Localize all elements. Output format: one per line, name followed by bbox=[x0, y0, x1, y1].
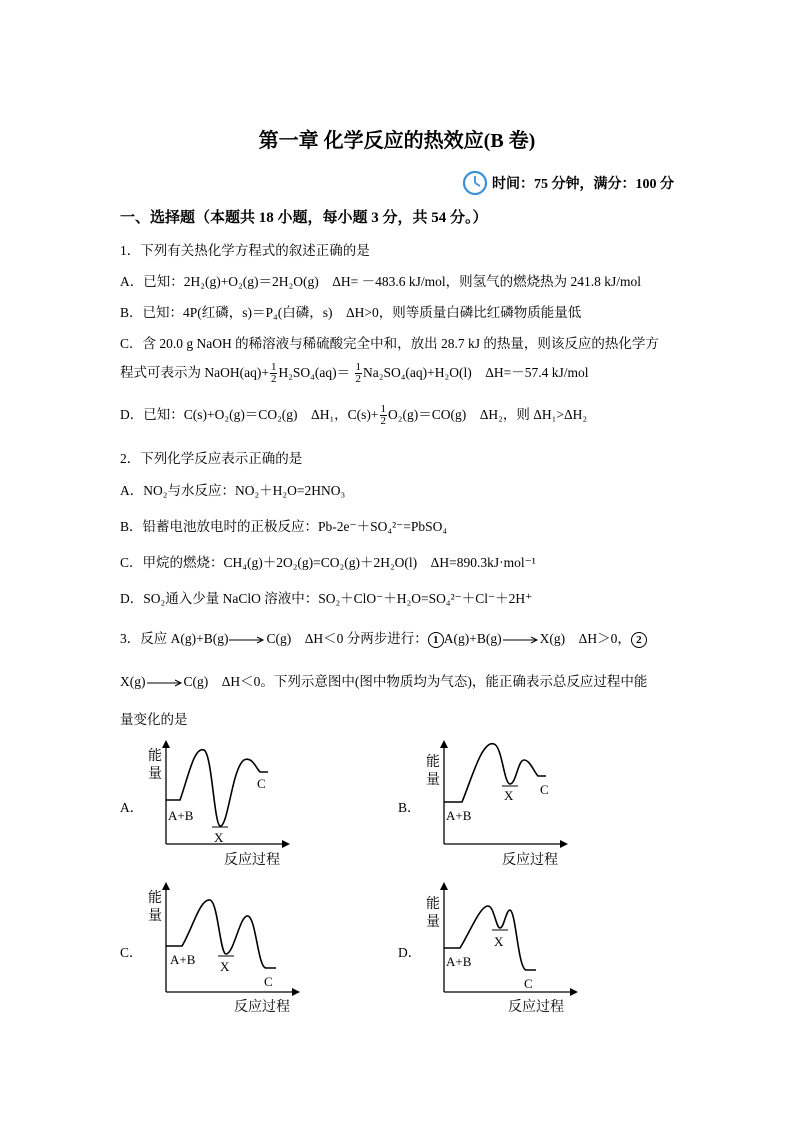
q1-d-part2: O₂(g)＝CO(g) ΔH₂，则 ΔH₁>ΔH₂ bbox=[388, 407, 588, 422]
label-x: X bbox=[220, 959, 230, 974]
option-label-b: B． bbox=[398, 800, 421, 815]
clock-icon bbox=[462, 170, 488, 196]
label-start: A+B bbox=[168, 808, 194, 823]
q2-option-d: D．SO₂通入少量 NaClO 溶液中：SO₂＋ClO⁻＋H₂O=SO₄²⁻＋Cl⁻＋2H⁺ bbox=[120, 591, 533, 606]
q1-d-part1: D．已知：C(s)+O₂(g)＝CO₂(g) ΔH₁，C(s)+ bbox=[120, 407, 379, 422]
option-label-a: A． bbox=[120, 800, 144, 815]
x-label: 反应过程 bbox=[502, 853, 558, 868]
q2-stem: 2．下列化学反应表示正确的是 bbox=[120, 451, 303, 466]
fraction-half: $\frac{1}{2}$ bbox=[270, 361, 277, 386]
fraction-half: $\frac{1}{2}$ bbox=[380, 403, 387, 428]
label-c: C bbox=[524, 976, 533, 991]
page-title: 第一章 化学反应的热效应(B 卷) bbox=[258, 130, 536, 152]
q3-line1: 3．反应 A(g)+B(g) C(g) ΔH＜0 分两步进行： 1 A(g)+B(g) X(g) ΔH＞0， 2 bbox=[120, 627, 647, 648]
label-c: C bbox=[257, 776, 266, 791]
q1-stem: 1．下列有关热化学方程式的叙述正确的是 bbox=[120, 243, 370, 258]
q1-option-d bbox=[120, 403, 587, 427]
energy-diagram-a bbox=[140, 738, 300, 873]
q1-c-part3: Na₂SO₄(aq)+H₂O(l) ΔH=－57.4 kJ/mol bbox=[363, 365, 589, 380]
y-label-top: 能 bbox=[148, 891, 162, 906]
energy-diagram-b bbox=[418, 738, 578, 873]
option-label-d: D． bbox=[398, 945, 422, 960]
label-start: A+B bbox=[446, 808, 472, 823]
label-c: C bbox=[540, 782, 549, 797]
y-label-bottom: 量 bbox=[148, 909, 162, 924]
arrow-icon bbox=[146, 678, 184, 688]
y-label-bottom: 量 bbox=[426, 915, 440, 930]
label-x: X bbox=[504, 788, 514, 803]
y-label-top: 能 bbox=[426, 755, 440, 770]
q1-c-part2: H₂SO₄(aq)＝ bbox=[278, 365, 351, 380]
x-label: 反应过程 bbox=[508, 1000, 564, 1015]
label-x: X bbox=[494, 934, 504, 949]
x-label: 反应过程 bbox=[224, 853, 280, 868]
energy-diagram-c bbox=[140, 880, 310, 1020]
energy-curve bbox=[444, 744, 546, 802]
q3-line2: X(g) C(g) ΔH＜0。下列示意图中(图中物质均为气态)，能正确表示总反应过程中能 bbox=[120, 674, 648, 689]
y-label-bottom: 量 bbox=[426, 773, 440, 788]
y-label-bottom: 量 bbox=[148, 767, 162, 782]
q1-option-c-line1: C．含 20.0 g NaOH 的稀溶液与稀硫酸完全中和，放出 28.7 kJ 的热量，则该反应的热化学方 bbox=[120, 336, 659, 351]
q1-c-part1: 程式可表示为 NaOH(aq)+ bbox=[120, 365, 269, 380]
label-x: X bbox=[214, 830, 224, 845]
q1-option-b: B．已知：4P(红磷，s)＝P₄(白磷，s) ΔH>0，则等质量白磷比红磷物质能量低 bbox=[120, 305, 582, 320]
option-label-c: C． bbox=[120, 945, 143, 960]
y-label-top: 能 bbox=[426, 897, 440, 912]
label-c: C bbox=[264, 974, 273, 989]
arrow-icon bbox=[502, 635, 540, 645]
arrow-icon bbox=[228, 635, 266, 645]
q3-line3: 量变化的是 bbox=[120, 712, 188, 727]
fraction-half: $\frac{1}{2}$ bbox=[355, 361, 361, 386]
circled-number-1: 1 bbox=[428, 632, 444, 648]
x-label: 反应过程 bbox=[234, 1000, 290, 1015]
q2-option-a: A．NO₂与水反应：NO₂＋H₂O=2HNO₃ bbox=[120, 483, 346, 498]
q2-option-c: C．甲烷的燃烧：CH₄(g)＋2O₂(g)=CO₂(g)＋2H₂O(l) ΔH=890.3kJ·mol⁻¹ bbox=[120, 555, 536, 570]
q1-option-a: A．已知：2H₂(g)+O₂(g)＝2H₂O(g) ΔH= －483.6 kJ/mol，则氢气的燃烧热为 241.8 kJ/mol bbox=[120, 274, 642, 289]
time-info bbox=[462, 170, 674, 196]
q1-option-c-line2 bbox=[120, 361, 589, 385]
label-start: A+B bbox=[170, 952, 196, 967]
energy-diagram-d bbox=[418, 880, 588, 1020]
time-text: 时间：75 分钟，满分：100 分 bbox=[492, 177, 674, 192]
section-heading: 一、选择题（本题共 18 小题，每小题 3 分，共 54 分。） bbox=[120, 210, 488, 226]
q2-option-b: B．铅蓄电池放电时的正极反应：Pb-2e⁻＋SO₄²⁻=PbSO₄ bbox=[120, 519, 448, 534]
label-start: A+B bbox=[446, 954, 472, 969]
y-label-top: 能 bbox=[148, 749, 162, 764]
circled-number-2: 2 bbox=[631, 632, 647, 648]
